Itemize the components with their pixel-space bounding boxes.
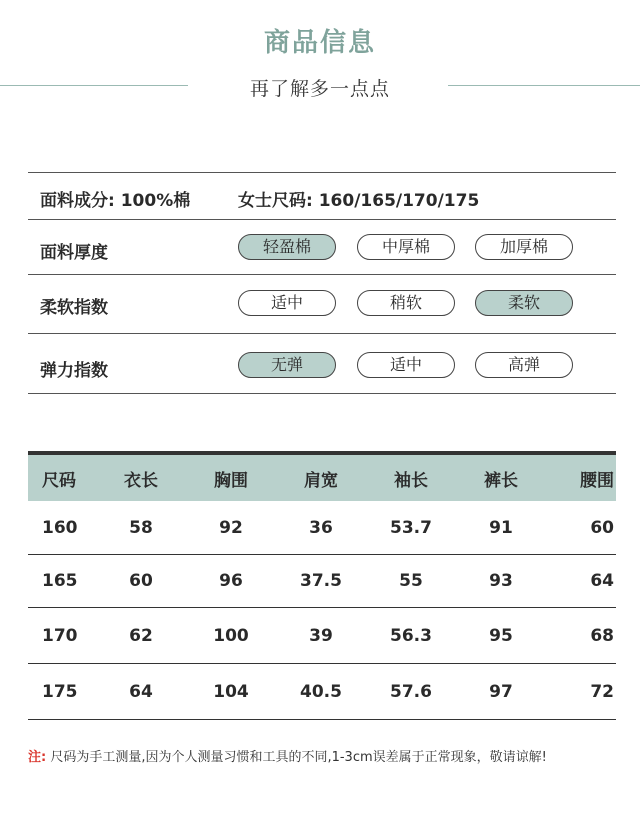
table-cell: 170	[42, 625, 78, 646]
table-cell: 100	[213, 625, 249, 646]
table-cell: 58	[129, 517, 153, 538]
table-cell: 72	[590, 681, 614, 702]
table-cell: 91	[489, 517, 513, 538]
elasticity-option-high: 高弹	[475, 352, 573, 378]
header-cell: 袖长	[394, 470, 428, 491]
note-text: 尺码为手工测量,因为个人测量习惯和工具的不同,1-3cm误差属于正常现象，敬请谅解!	[46, 750, 547, 765]
elasticity-label: 弹力指数	[40, 361, 108, 381]
softness-option-slightly-soft: 稍软	[357, 290, 455, 316]
size-table-header	[28, 451, 616, 501]
table-cell: 40.5	[300, 681, 342, 702]
size-range: 女士尺码: 160/165/170/175	[238, 191, 480, 211]
fabric-composition: 面料成分: 100%棉	[40, 191, 191, 211]
table-cell: 97	[489, 681, 513, 702]
table-row	[28, 555, 616, 608]
page-title: 商品信息	[263, 28, 376, 58]
subtitle-row	[0, 72, 640, 100]
softness-option-soft: 柔软	[475, 290, 573, 316]
table-cell: 62	[129, 625, 153, 646]
table-row	[28, 664, 616, 720]
header-cell: 肩宽	[304, 470, 338, 491]
size-table	[28, 451, 616, 720]
table-cell: 60	[590, 517, 614, 538]
divider-right	[448, 85, 640, 86]
header-cell: 裤长	[484, 470, 518, 491]
table-row	[28, 501, 616, 555]
table-cell: 160	[42, 517, 78, 538]
thickness-option-light: 轻盈棉	[238, 234, 336, 260]
table-cell: 64	[590, 571, 614, 591]
table-cell: 57.6	[390, 681, 432, 702]
header-cell: 胸围	[214, 470, 248, 491]
header-cell: 衣长	[124, 470, 158, 491]
table-cell: 96	[219, 571, 243, 591]
softness-label: 柔软指数	[40, 298, 108, 318]
table-cell: 53.7	[390, 517, 432, 538]
table-row	[28, 608, 616, 664]
table-cell: 36	[309, 517, 333, 538]
table-cell: 93	[489, 571, 513, 591]
table-cell: 95	[489, 625, 513, 646]
fabric-spec-table	[28, 172, 616, 394]
table-cell: 60	[129, 571, 153, 591]
table-cell: 175	[42, 681, 78, 702]
table-cell: 104	[213, 681, 249, 702]
elasticity-option-none: 无弹	[238, 352, 336, 378]
table-cell: 39	[309, 625, 333, 646]
spec-row-composition	[28, 172, 616, 219]
table-cell: 56.3	[390, 625, 432, 646]
disclaimer-note	[28, 746, 628, 765]
spec-row-thickness	[28, 219, 616, 274]
table-cell: 68	[590, 625, 614, 646]
table-cell: 64	[129, 681, 153, 702]
thickness-option-medium: 中厚棉	[357, 234, 455, 260]
table-cell: 165	[42, 571, 78, 591]
spec-row-softness	[28, 274, 616, 333]
thickness-option-thick: 加厚棉	[475, 234, 573, 260]
table-cell: 37.5	[300, 571, 342, 591]
softness-option-moderate: 适中	[238, 290, 336, 316]
table-cell: 55	[399, 571, 423, 591]
subtitle: 再了解多一点点	[249, 78, 390, 100]
elasticity-option-moderate: 适中	[357, 352, 455, 378]
table-cell: 92	[219, 517, 243, 538]
spec-row-elasticity	[28, 333, 616, 394]
note-label: 注:	[28, 750, 47, 765]
thickness-label: 面料厚度	[40, 243, 108, 263]
header-cell: 腰围	[580, 470, 614, 491]
header-cell: 尺码	[42, 470, 76, 491]
